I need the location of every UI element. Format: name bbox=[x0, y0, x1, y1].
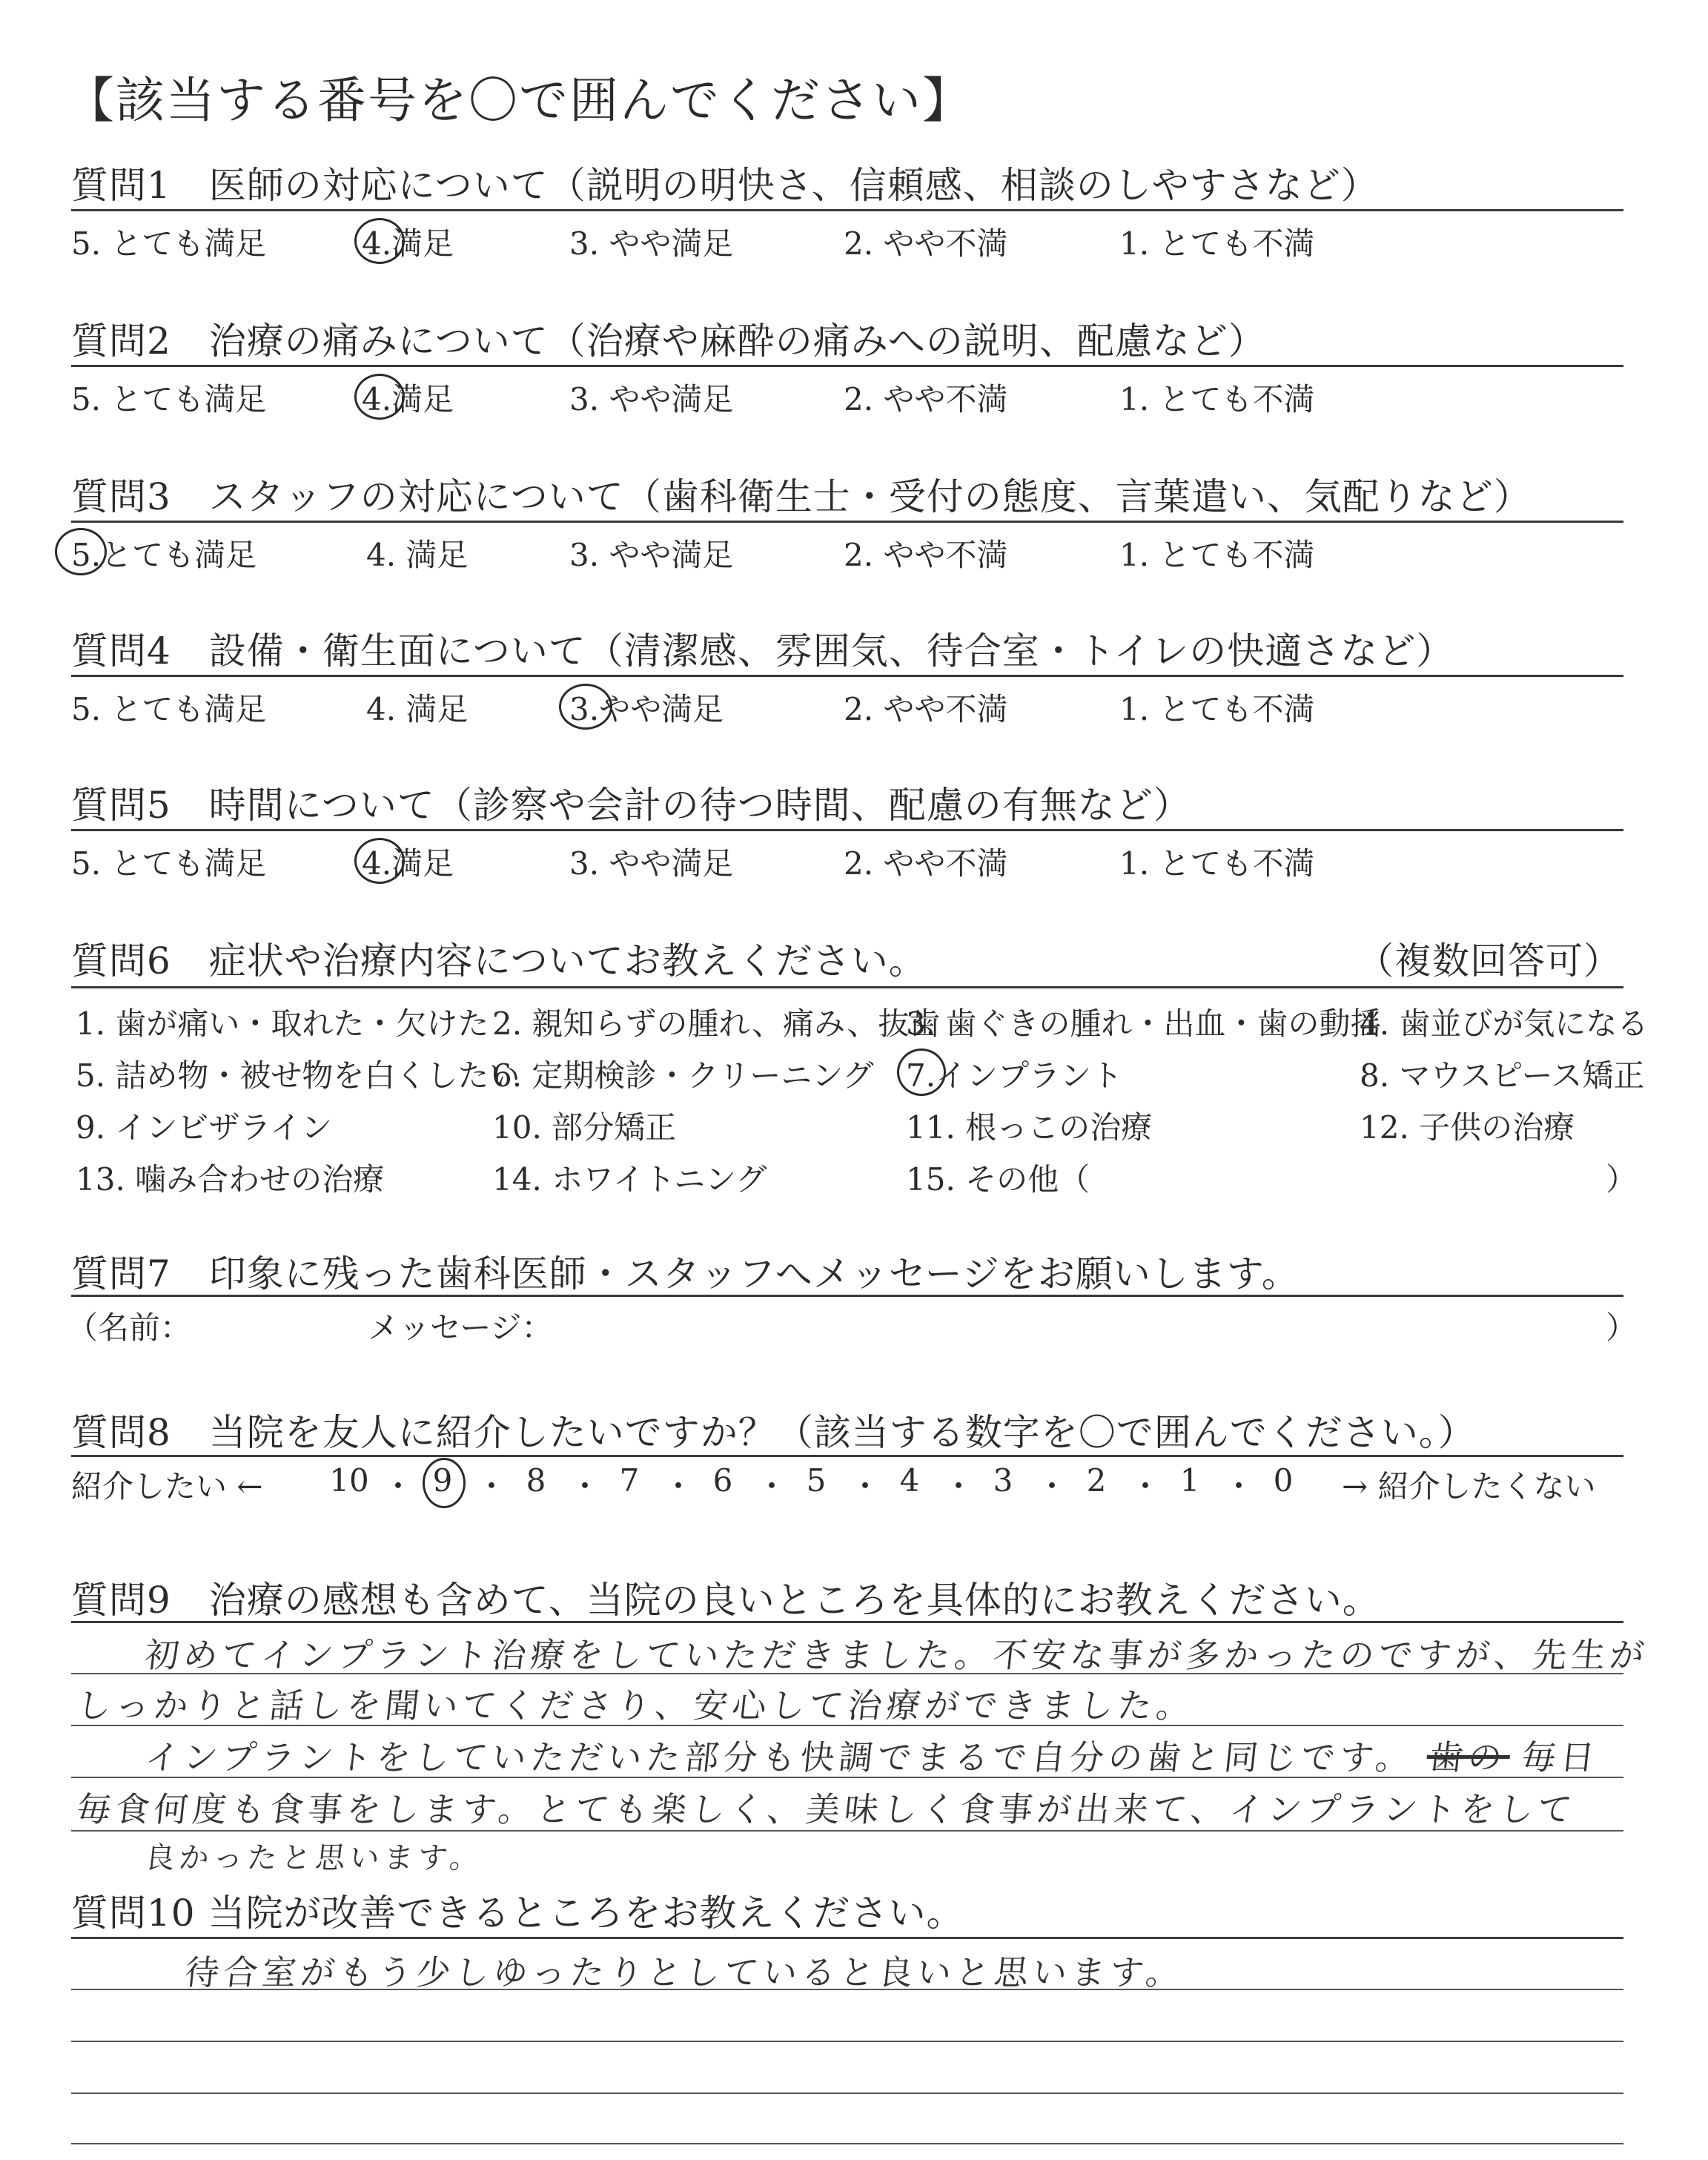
q6-item-15-close: ） bbox=[1606, 1161, 1638, 1198]
q10-line-4 bbox=[71, 2093, 1623, 2094]
q6-item-11[interactable]: 11. 根っこの治療 bbox=[906, 1109, 1153, 1146]
q8-scale-2[interactable]: 2 bbox=[1086, 1462, 1107, 1499]
q6-item-4[interactable]: 4. 歯並びが気になる bbox=[1360, 1005, 1649, 1042]
q3-option-5-label: とても満足 bbox=[101, 537, 257, 573]
question-7-title: 質問7 印象に残った歯科医師・スタッフへメッセージをお願いします。 bbox=[71, 1252, 1300, 1295]
q3-option-5[interactable] bbox=[71, 531, 256, 575]
q2-option-4-number: 4. bbox=[362, 381, 392, 417]
q8-scale-separator: ・ bbox=[1130, 1468, 1162, 1505]
q8-scale-separator: ・ bbox=[850, 1468, 881, 1505]
question-1-divider bbox=[71, 209, 1623, 211]
question-2-divider bbox=[71, 365, 1623, 367]
q9-line-1 bbox=[71, 1621, 1623, 1623]
page-header: 【該当する番号を〇で囲んでください】 bbox=[65, 72, 973, 129]
q6-item-7-label: インプラント bbox=[936, 1057, 1123, 1094]
q2-option-1[interactable]: 1. とても不満 bbox=[1119, 381, 1315, 417]
q2-option-3[interactable]: 3. やや満足 bbox=[569, 381, 734, 417]
q10-line-5 bbox=[71, 2143, 1623, 2144]
q7-name-label: （名前： bbox=[67, 1309, 192, 1346]
q8-scale-10[interactable]: 10 bbox=[329, 1462, 369, 1499]
question-6-note: （複数回答可） bbox=[1357, 939, 1621, 982]
q2-option-4-label: 満足 bbox=[391, 381, 454, 417]
question-3-title: 質問3 スタッフの対応について（歯科衛生士・受付の態度、言葉遣い、気配りなど） bbox=[71, 475, 1532, 518]
selection-circle bbox=[559, 684, 612, 730]
question-3-divider bbox=[71, 521, 1623, 523]
q8-left-label: 紹介したい ← bbox=[71, 1468, 263, 1505]
selection-circle bbox=[354, 374, 405, 420]
question-10-title: 質問10 当院が改善できるところをお教えください。 bbox=[71, 1892, 964, 1935]
q9-answer-line-5: 良かったと思います。 bbox=[143, 1841, 486, 1875]
selection-circle bbox=[897, 1048, 946, 1096]
q2-option-2[interactable]: 2. やや不満 bbox=[844, 381, 1008, 417]
question-2-title: 質問2 治療の痛みについて（治療や麻酔の痛みへの説明、配慮など） bbox=[71, 320, 1266, 363]
q8-scale-separator: ・ bbox=[383, 1468, 414, 1505]
q8-scale-5[interactable]: 5 bbox=[806, 1462, 827, 1499]
q9-answer-line-3 bbox=[143, 1731, 1602, 1780]
q4-option-3[interactable] bbox=[569, 685, 724, 730]
q8-scale-1[interactable]: 1 bbox=[1179, 1462, 1200, 1499]
q8-scale-separator: ・ bbox=[569, 1468, 601, 1505]
q1-option-4-label: 満足 bbox=[391, 225, 454, 262]
q9-struck-text: 歯の bbox=[1427, 1731, 1509, 1780]
q1-option-4-number: 4. bbox=[362, 225, 392, 262]
q8-scale-7[interactable]: 7 bbox=[619, 1462, 640, 1499]
q1-option-5[interactable]: 5. とても満足 bbox=[71, 225, 267, 262]
q9-answer-line-3-tail: 毎日 bbox=[1519, 1737, 1601, 1777]
selection-circle bbox=[354, 218, 405, 264]
q3-option-5-number: 5. bbox=[71, 537, 102, 573]
question-8-divider bbox=[71, 1455, 1623, 1457]
q9-answer-line-1: 初めてインプラント治療をしていただきました。不安な事が多かったのですが、先生が bbox=[142, 1635, 1651, 1675]
q8-scale-separator: ・ bbox=[756, 1468, 788, 1505]
q5-option-1[interactable]: 1. とても不満 bbox=[1119, 845, 1315, 882]
q6-item-10[interactable]: 10. 部分矯正 bbox=[492, 1109, 677, 1146]
question-8-title: 質問8 当院を友人に紹介したいですか？（該当する数字を〇で囲んでください。） bbox=[71, 1411, 1476, 1454]
q6-item-5[interactable]: 5. 詰め物・被せ物を白くしたい bbox=[76, 1057, 520, 1094]
q5-option-4-label: 満足 bbox=[391, 845, 454, 882]
question-1-title: 質問1 医師の対応について（説明の明快さ、信頼感、相談のしやすさなど） bbox=[71, 164, 1379, 207]
q1-option-1[interactable]: 1. とても不満 bbox=[1119, 225, 1315, 262]
question-4-title: 質問4 設備・衛生面について（清潔感、雰囲気、待合室・トイレの快適さなど） bbox=[71, 630, 1454, 673]
q7-close: ） bbox=[1606, 1309, 1638, 1346]
q3-option-4[interactable]: 4. 満足 bbox=[366, 537, 469, 573]
q4-option-3-number: 3. bbox=[569, 691, 600, 727]
q8-scale-separator: ・ bbox=[1223, 1468, 1255, 1505]
q6-item-3[interactable]: 3. 歯ぐきの腫れ・出血・歯の動揺 bbox=[906, 1005, 1382, 1042]
q4-option-2[interactable]: 2. やや不満 bbox=[844, 691, 1008, 727]
q2-option-4[interactable] bbox=[362, 375, 454, 420]
q1-option-3[interactable]: 3. やや満足 bbox=[569, 225, 734, 262]
selection-circle bbox=[55, 528, 107, 575]
q3-option-2[interactable]: 2. やや不満 bbox=[844, 537, 1008, 573]
q6-item-8[interactable]: 8. マウスピース矯正 bbox=[1360, 1057, 1645, 1094]
q10-answer: 待合室がもう少しゆったりとしていると良いと思います。 bbox=[182, 1952, 1187, 1992]
q5-option-3[interactable]: 3. やや満足 bbox=[569, 845, 734, 882]
q8-scale-separator: ・ bbox=[1036, 1468, 1068, 1505]
q4-option-4[interactable]: 4. 満足 bbox=[366, 691, 469, 727]
q9-answer-line-2: しっかりと話しを聞いてくださり、安心して治療ができました。 bbox=[74, 1685, 1197, 1725]
q10-line-1 bbox=[71, 1937, 1623, 1939]
q4-option-1[interactable]: 1. とても不満 bbox=[1119, 691, 1315, 727]
q6-item-9[interactable]: 9. インビザライン bbox=[76, 1109, 333, 1146]
q3-option-1[interactable]: 1. とても不満 bbox=[1119, 537, 1315, 573]
q6-item-13[interactable]: 13. 噛み合わせの治療 bbox=[76, 1161, 385, 1198]
q6-item-7-number: 7. bbox=[906, 1057, 936, 1094]
q5-option-5[interactable]: 5. とても満足 bbox=[71, 845, 267, 882]
selection-circle bbox=[423, 1458, 466, 1508]
q1-option-4[interactable] bbox=[362, 219, 454, 264]
question-6-divider bbox=[71, 986, 1623, 988]
question-6-title: 質問6 症状や治療内容についてお教えください。 bbox=[71, 939, 927, 982]
question-5-divider bbox=[71, 829, 1623, 831]
q5-option-2[interactable]: 2. やや不満 bbox=[844, 845, 1008, 882]
q8-scale-6[interactable]: 6 bbox=[712, 1462, 733, 1499]
q9-answer-line-3-text: インプラントをしていただいた部分も快調でまるで自分の歯と同じです。 bbox=[142, 1737, 1417, 1777]
q8-scale-4[interactable]: 4 bbox=[899, 1462, 920, 1499]
q8-right-label: → 紹介したくない bbox=[1342, 1468, 1596, 1505]
q8-scale-separator: ・ bbox=[476, 1468, 508, 1505]
question-5-title: 質問5 時間について（診察や会計の待つ時間、配慮の有無など） bbox=[71, 784, 1191, 827]
q4-option-3-label: やや満足 bbox=[599, 691, 724, 727]
q8-scale-9[interactable]: 9 bbox=[417, 1462, 469, 1499]
q6-item-14[interactable]: 14. ホワイトニング bbox=[492, 1161, 767, 1198]
q6-item-15[interactable]: 15. その他（ bbox=[906, 1161, 1090, 1198]
q1-option-2[interactable]: 2. やや不満 bbox=[844, 225, 1008, 262]
q9-answer-line-4: 毎食何度も食事をします。とても楽しく、美味しく食事が出来て、インプラントをして bbox=[74, 1789, 1579, 1829]
question-7-divider bbox=[71, 1295, 1623, 1297]
q5-option-4[interactable] bbox=[362, 839, 454, 884]
q8-scale-8[interactable]: 8 bbox=[526, 1462, 546, 1499]
q8-scale-0[interactable]: 0 bbox=[1273, 1462, 1294, 1499]
q6-item-7[interactable] bbox=[906, 1051, 1122, 1096]
q3-option-3[interactable]: 3. やや満足 bbox=[569, 537, 734, 573]
q4-option-5[interactable]: 5. とても満足 bbox=[71, 691, 267, 727]
question-4-divider bbox=[71, 675, 1623, 677]
selection-circle bbox=[354, 838, 405, 884]
q6-item-2[interactable]: 2. 親知らずの腫れ、痛み、抜歯 bbox=[492, 1005, 941, 1042]
q2-option-5[interactable]: 5. とても満足 bbox=[71, 381, 267, 417]
question-9-title: 質問9 治療の感想も含めて、当院の良いところを具体的にお教えください。 bbox=[71, 1579, 1380, 1622]
q8-scale-3[interactable]: 3 bbox=[993, 1462, 1013, 1499]
q5-option-4-number: 4. bbox=[362, 845, 392, 882]
q6-item-6[interactable]: 6. 定期検診・クリーニング bbox=[492, 1057, 874, 1094]
q6-item-1[interactable]: 1. 歯が痛い・取れた・欠けた bbox=[76, 1005, 489, 1042]
q6-item-12[interactable]: 12. 子供の治療 bbox=[1360, 1109, 1575, 1146]
q10-line-3 bbox=[71, 2041, 1623, 2042]
q8-scale-separator: ・ bbox=[663, 1468, 695, 1505]
q8-scale-separator: ・ bbox=[943, 1468, 975, 1505]
q7-message-label: メッセージ： bbox=[368, 1309, 553, 1346]
